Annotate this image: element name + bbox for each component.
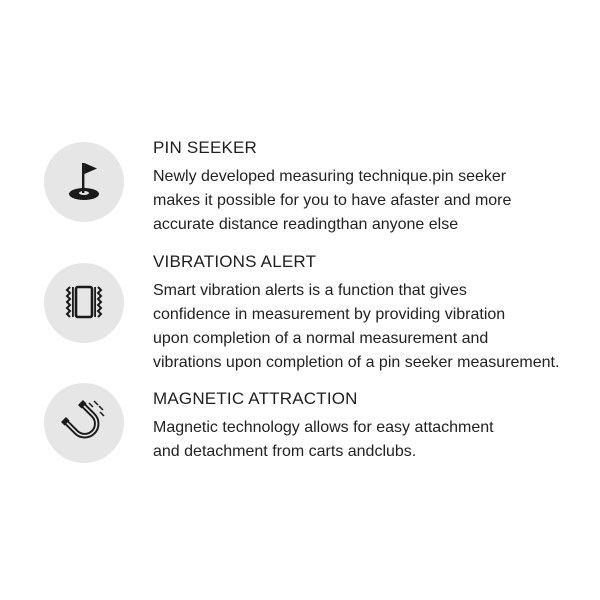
golf-flag-icon	[44, 142, 124, 222]
feature-title: PIN SEEKER	[153, 138, 258, 157]
vibrations-alert-text	[153, 251, 593, 375]
description-line: makes it possible for you to have afaster and more	[153, 192, 512, 209]
description-line: and detachment from carts andclubs.	[153, 443, 417, 460]
description-line: vibrations upon completion of a pin seeker measurement.	[153, 354, 560, 371]
description-line: Newly developed measuring technique.pin seeker	[153, 168, 507, 185]
feature-title: VIBRATIONS ALERT	[153, 252, 317, 271]
magnetic-attraction-text	[153, 388, 593, 464]
magnet-icon	[44, 383, 124, 463]
vibration-icon	[44, 263, 124, 343]
description-line: confidence in measurement by providing vibration	[153, 306, 506, 323]
description-line: Magnetic technology allows for easy attachment	[153, 419, 494, 436]
feature-description	[153, 279, 593, 375]
pin-seeker-text	[153, 137, 593, 237]
feature-description	[153, 165, 593, 237]
description-line: accurate distance readingthan anyone else	[153, 216, 459, 233]
feature-title: MAGNETIC ATTRACTION	[153, 389, 358, 408]
description-line: upon completion of a normal measurement and	[153, 330, 489, 347]
description-line: Smart vibration alerts is a function that gives	[153, 282, 467, 299]
feature-description	[153, 416, 593, 464]
